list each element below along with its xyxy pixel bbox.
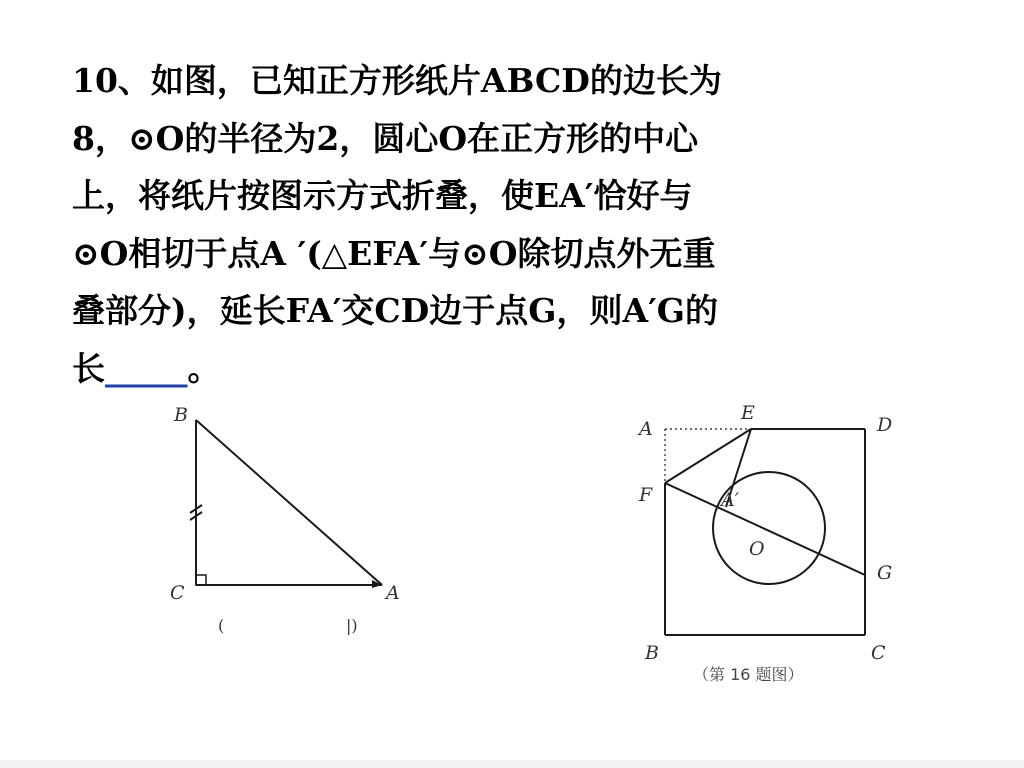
problem-line-4: ⊙O相切于点A ′(△EFA′与⊙O除切点外无重 [72,233,716,273]
last-line-prefix: 长 [72,348,105,388]
label-D: D [877,414,893,436]
segment-FG [665,483,865,575]
answer-blank: _____ [105,348,188,388]
problem-line-5: 叠部分)，延长FA′交CD边于点G，则A′G的 [72,291,718,330]
segment-BA [196,420,382,585]
label-B: B [174,404,188,426]
problem-line-2: 8，⊙O的半径为2，圆心O在正方形的中心 [72,118,699,158]
last-line-suffix: 。 [187,348,221,388]
triangle-figure [160,395,420,645]
label-paren-left: ( [218,616,225,635]
label-paren-right: |) [346,616,358,635]
problem-line-1: 10、如图，已知正方形纸片ABCD的边长为 [72,61,722,100]
square-figure [615,395,915,695]
label-A: A [386,582,400,604]
label-C: C [871,642,886,664]
footer-bar [0,760,1024,768]
label-E: E [741,402,755,424]
label-O: O [749,538,765,560]
label-C: C [170,582,185,604]
problem-line-6 [72,340,952,398]
label-B: B [645,642,659,664]
segment-FE [665,429,751,483]
label-F: F [639,484,653,506]
right-angle-mark [196,575,206,585]
label-A-prime: A′ [721,489,740,511]
label-G: G [877,562,893,584]
problem-line-3: 上，将纸片按图示方式折叠，使EA′恰好与 [72,176,693,215]
figure-caption: （第 16 题图） [693,665,804,684]
problem-text [72,52,952,397]
label-A: A [639,418,653,440]
